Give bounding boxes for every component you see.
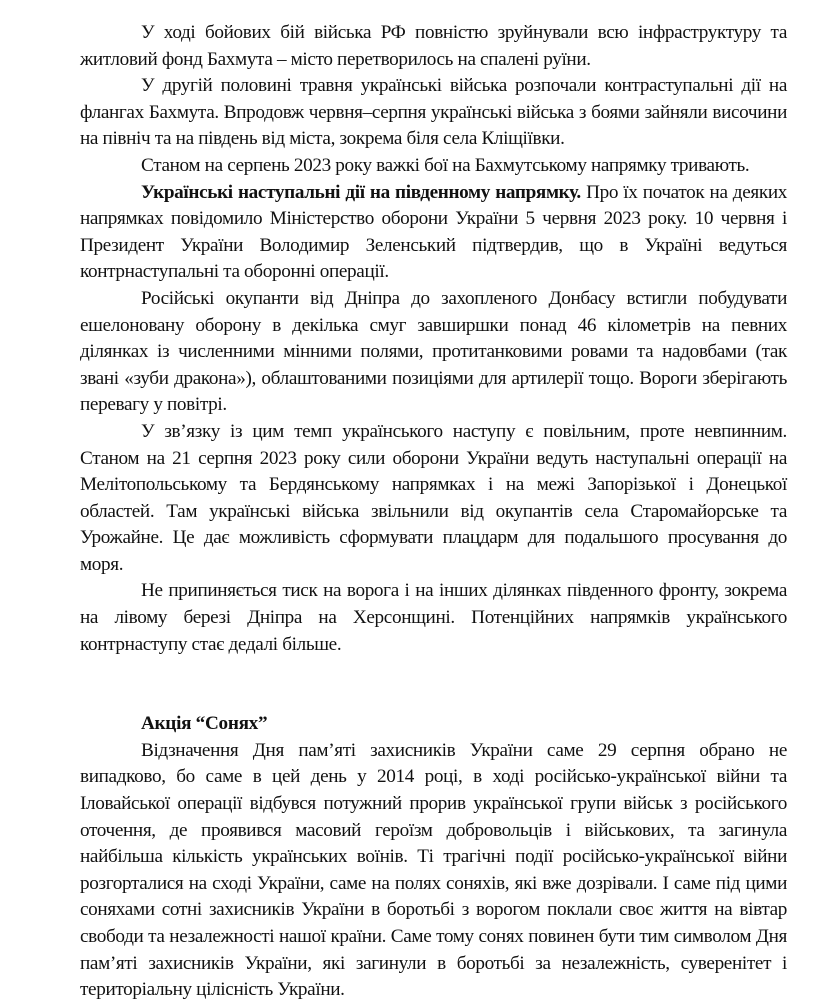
paragraph-southern-offensive <box>80 180 787 286</box>
paragraph-sunflower-action: Відзначення Дня пам’яті захисників України саме 29 серпня обрано не випадково, бо саме в цей день у 2014 році, в ході російсько-української війни та Іловайської операції відбувся потужний прорив української групи військ з російського оточення, де проявився масовий героїзм добровольців і військових, та загинула найбільша кількість українських воїнів. Ті трагічні події російсько-української війни розгорталися на сході України, саме на полях соняхів, які вже дозрівали. І саме під цими соняхами сотні захисників України в боротьбі з ворогом поклали своє життя на вівтар свободи та незалежності нашої країни. Саме тому сонях повинен бути тим символом Дня пам’яті захисників України, які загинули в боротьбі за незалежність, суверенітет і територіальну цілісність України. <box>80 739 787 1001</box>
paragraph-offensive-pace: У зв’язку із цим темп українського наступу є повільним, проте невпинним. Станом на 21 серпня 2023 року сили оборони України ведуть наступальні операції на Мелітопольському та Бердянському напрямках і на межі Запорізької і Донецької областей. Там українські війська звільнили від окупантів села Старомайорське та Урожайне. Це дає можливість сформувати плацдарм для подальшого просування до моря. <box>80 420 787 575</box>
section-heading: Акція “Сонях” <box>141 713 268 735</box>
paragraph-bold-lead: Українські наступальні дії на південному напрямку. <box>141 181 581 203</box>
paragraph-body: Про їх початок на деяких напрямках повідомило Міністерство оборони України 5 червня 2023 року. 10 червня і Президент України Володимир Зеленський підтвердив, що в Україні ведуться контрнаступальні та оборонні операції. <box>80 181 787 283</box>
paragraph-bakhmut-status: Станом на серпень 2023 року важкі бої на Бахмутському напрямку тривають. <box>141 154 750 176</box>
paragraph-russian-defense: Російські окупанти від Дніпра до захопленого Донбасу встигли побудувати ешелоновану оборону в декілька смуг завширшки понад 46 кілометрів на певних ділянках із численними мінними полями, протитанковими ровами та надовбами (так звані «зуби дракона»), облаштованими позиціями для артилерії тощо. Вороги зберігають перевагу у повітрі. <box>80 287 787 416</box>
document-page <box>80 20 787 1004</box>
paragraph-southern-front-pressure: Не припиняється тиск на ворога і на інших ділянках південного фронту, зокрема на лівому березі Дніпра на Херсонщині. Потенційних напрямків українського контрнаступу стає дедалі більше. <box>80 580 787 655</box>
section-spacer <box>80 658 787 711</box>
paragraph-bakhmut-counteroffensive: У другій половині травня українські війська розпочали контраступальні дії на флангах Бахмута. Впродовж червня–серпня українські війська з боями зайняли височини на північ та на південь від міста, зокрема біля села Кліщіївки. <box>80 75 787 150</box>
paragraph-bakhmut-destruction: У ході бойових бій війська РФ повністю зруйнували всю інфраструктуру та житловий фонд Бахмута – місто перетворилось на спалені руїни. <box>80 22 787 70</box>
